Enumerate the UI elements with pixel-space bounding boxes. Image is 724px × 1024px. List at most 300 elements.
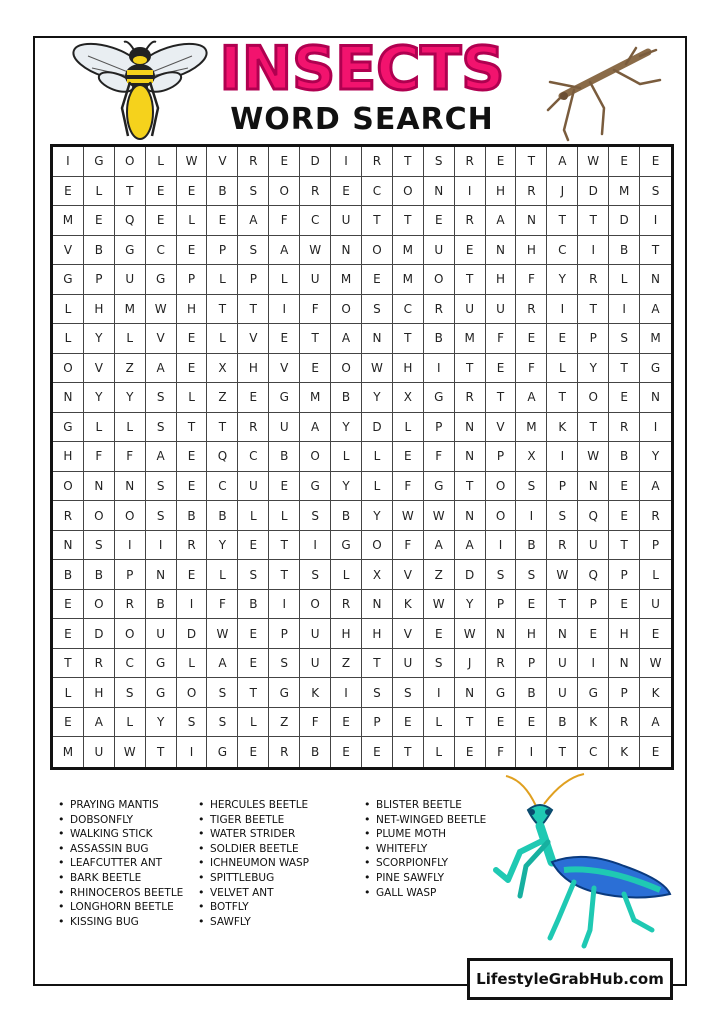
grid-cell: I [331, 147, 362, 177]
grid-cell: E [393, 442, 424, 472]
grid-cell: O [331, 354, 362, 384]
grid-cell: S [393, 678, 424, 708]
grid-cell: A [84, 708, 115, 738]
grid-cell: R [115, 590, 146, 620]
grid-cell: T [578, 413, 609, 443]
grid-cell: B [516, 531, 547, 561]
grid-cell: M [53, 206, 84, 236]
grid-cell: L [84, 413, 115, 443]
grid-cell: D [300, 147, 331, 177]
grid-cell: R [609, 708, 640, 738]
grid-cell: L [177, 383, 208, 413]
grid-cell: P [578, 590, 609, 620]
grid-cell: U [393, 649, 424, 679]
grid-cell: P [84, 265, 115, 295]
grid-cell: S [362, 295, 393, 325]
grid-cell: N [640, 265, 671, 295]
grid-cell: I [424, 354, 455, 384]
grid-cell: F [269, 206, 300, 236]
grid-cell: R [609, 413, 640, 443]
grid-cell: R [238, 147, 269, 177]
grid-cell: A [300, 413, 331, 443]
word-list-item: • KISSING BUG [56, 915, 183, 930]
grid-cell: R [177, 531, 208, 561]
grid-cell: G [269, 678, 300, 708]
grid-cell: R [424, 295, 455, 325]
grid-cell: D [578, 177, 609, 207]
grid-cell: E [578, 619, 609, 649]
grid-cell: C [300, 206, 331, 236]
grid-cell: A [424, 531, 455, 561]
grid-cell: V [393, 560, 424, 590]
grid-cell: L [146, 147, 177, 177]
grid-cell: O [362, 531, 393, 561]
grid-cell: A [146, 354, 177, 384]
grid-cell: D [84, 619, 115, 649]
grid-cell: I [331, 678, 362, 708]
grid-cell: G [146, 678, 177, 708]
grid-cell: Y [331, 413, 362, 443]
grid-cell: Z [331, 649, 362, 679]
grid-cell: T [547, 590, 578, 620]
grid-cell: S [238, 177, 269, 207]
grid-cell: E [609, 501, 640, 531]
grid-cell: S [609, 324, 640, 354]
grid-cell: S [300, 501, 331, 531]
grid-cell: E [516, 708, 547, 738]
grid-cell: F [486, 324, 517, 354]
grid-cell: H [331, 619, 362, 649]
grid-cell: R [578, 265, 609, 295]
grid-cell: L [207, 265, 238, 295]
grid-cell: I [609, 295, 640, 325]
grid-cell: R [455, 147, 486, 177]
grid-cell: Y [455, 590, 486, 620]
grid-cell: K [640, 678, 671, 708]
grid-cell: L [84, 177, 115, 207]
grid-cell: G [84, 147, 115, 177]
grid-cell: G [53, 265, 84, 295]
grid-cell: S [84, 531, 115, 561]
word-list-column-1 [56, 798, 183, 929]
grid-cell: G [486, 678, 517, 708]
grid-cell: E [177, 560, 208, 590]
grid-cell: E [362, 265, 393, 295]
grid-cell: V [486, 413, 517, 443]
grid-cell: O [362, 236, 393, 266]
grid-cell: H [486, 265, 517, 295]
grid-cell: I [53, 147, 84, 177]
grid-cell: B [207, 177, 238, 207]
grid-cell: I [640, 206, 671, 236]
word-list-item: • PLUME MOTH [362, 827, 486, 842]
grid-cell: J [547, 177, 578, 207]
grid-cell: O [269, 177, 300, 207]
grid-cell: N [331, 236, 362, 266]
grid-cell: Z [269, 708, 300, 738]
grid-cell: L [177, 649, 208, 679]
word-list-item: • WHITEFLY [362, 842, 486, 857]
grid-cell: U [269, 413, 300, 443]
grid-cell: L [53, 324, 84, 354]
page-title: INSECTS [219, 34, 505, 104]
grid-cell: M [393, 236, 424, 266]
grid-cell: I [269, 295, 300, 325]
grid-cell: E [455, 236, 486, 266]
grid-cell: X [393, 383, 424, 413]
grid-cell: E [424, 619, 455, 649]
grid-cell: O [115, 619, 146, 649]
grid-cell: T [238, 678, 269, 708]
grid-cell: N [455, 413, 486, 443]
grid-cell: O [393, 177, 424, 207]
grid-cell: G [424, 472, 455, 502]
grid-cell: O [486, 501, 517, 531]
grid-cell: T [455, 708, 486, 738]
grid-cell: A [486, 206, 517, 236]
grid-cell: U [300, 619, 331, 649]
grid-cell: U [486, 295, 517, 325]
grid-cell: G [424, 383, 455, 413]
grid-cell: A [207, 649, 238, 679]
grid-cell: A [146, 442, 177, 472]
grid-cell: D [609, 206, 640, 236]
grid-cell: S [640, 177, 671, 207]
grid-cell: V [146, 324, 177, 354]
grid-cell: T [146, 737, 177, 767]
grid-cell: V [238, 324, 269, 354]
grid-cell: S [300, 560, 331, 590]
grid-cell: E [331, 177, 362, 207]
grid-cell: H [84, 295, 115, 325]
grid-cell: L [115, 324, 146, 354]
grid-cell: E [146, 177, 177, 207]
grid-cell: B [84, 236, 115, 266]
grid-cell: B [146, 590, 177, 620]
grid-cell: L [331, 560, 362, 590]
grid-cell: O [84, 501, 115, 531]
word-list-item: • HERCULES BEETLE [196, 798, 309, 813]
grid-cell: V [393, 619, 424, 649]
grid-cell: A [269, 236, 300, 266]
grid-cell: M [455, 324, 486, 354]
word-list-item: • SOLDIER BEETLE [196, 842, 309, 857]
grid-cell: G [300, 472, 331, 502]
grid-cell: S [177, 708, 208, 738]
grid-cell: E [393, 708, 424, 738]
grid-cell: E [238, 383, 269, 413]
grid-cell: U [300, 265, 331, 295]
grid-cell: E [177, 177, 208, 207]
grid-cell: P [238, 265, 269, 295]
grid-cell: L [331, 442, 362, 472]
grid-cell: E [455, 737, 486, 767]
grid-cell: E [640, 619, 671, 649]
grid-cell: I [300, 531, 331, 561]
grid-cell: Y [331, 472, 362, 502]
grid-cell: T [53, 649, 84, 679]
grid-cell: B [424, 324, 455, 354]
grid-cell: A [331, 324, 362, 354]
grid-cell: O [115, 501, 146, 531]
word-list-item: • SAWFLY [196, 915, 309, 930]
word-list-item: • BLISTER BEETLE [362, 798, 486, 813]
grid-cell: N [640, 383, 671, 413]
grid-cell: E [146, 206, 177, 236]
grid-cell: U [547, 678, 578, 708]
grid-cell: D [177, 619, 208, 649]
grid-cell: B [53, 560, 84, 590]
grid-cell: I [177, 590, 208, 620]
grid-cell: L [238, 501, 269, 531]
grid-cell: E [177, 236, 208, 266]
grid-cell: O [300, 590, 331, 620]
grid-cell: O [578, 383, 609, 413]
grid-cell: F [300, 708, 331, 738]
grid-cell: G [53, 413, 84, 443]
grid-cell: O [84, 590, 115, 620]
grid-cell: T [578, 206, 609, 236]
grid-cell: L [362, 472, 393, 502]
grid-cell: S [207, 708, 238, 738]
grid-cell: U [578, 531, 609, 561]
grid-cell: P [269, 619, 300, 649]
grid-cell: Y [146, 708, 177, 738]
grid-cell: S [362, 678, 393, 708]
grid-cell: Q [207, 442, 238, 472]
grid-cell: A [238, 206, 269, 236]
grid-cell: P [640, 531, 671, 561]
grid-cell: T [362, 206, 393, 236]
grid-cell: E [516, 590, 547, 620]
grid-cell: W [115, 737, 146, 767]
grid-cell: N [486, 619, 517, 649]
grid-cell: N [455, 442, 486, 472]
grid-cell: A [640, 708, 671, 738]
word-list-item: • DOBSONFLY [56, 813, 183, 828]
grid-cell: W [578, 147, 609, 177]
grid-cell: R [238, 413, 269, 443]
grid-cell: R [455, 206, 486, 236]
word-search-grid [50, 144, 674, 770]
grid-cell: W [300, 236, 331, 266]
grid-cell: R [53, 501, 84, 531]
grid-cell: N [455, 678, 486, 708]
grid-cell: L [53, 295, 84, 325]
grid-cell: E [84, 206, 115, 236]
grid-cell: E [651, 745, 660, 760]
grid-cell: T [207, 295, 238, 325]
grid-cell: B [269, 442, 300, 472]
grid-cell: A [640, 295, 671, 325]
grid-cell: L [609, 265, 640, 295]
grid-cell: F [115, 442, 146, 472]
word-list-item: • GALL WASP [362, 886, 486, 901]
grid-cell: R [362, 147, 393, 177]
grid-cell: N [486, 236, 517, 266]
grid-cell: A [516, 383, 547, 413]
grid-cell: N [146, 560, 177, 590]
grid-cell: S [146, 472, 177, 502]
grid-cell: P [362, 708, 393, 738]
grid-cell: H [362, 619, 393, 649]
grid-cell: U [146, 619, 177, 649]
grid-cell: E [609, 472, 640, 502]
grid-cell: E [269, 472, 300, 502]
grid-cell: E [609, 383, 640, 413]
grid-cell: P [516, 649, 547, 679]
grid-cell: W [177, 147, 208, 177]
grid-cell: Y [362, 383, 393, 413]
grid-cell: Y [578, 354, 609, 384]
grid-cell: Y [115, 383, 146, 413]
grid-cell: R [331, 590, 362, 620]
grid-cell: T [269, 560, 300, 590]
grid-cell: E [269, 147, 300, 177]
grid-cell: W [146, 295, 177, 325]
grid-cell: S [115, 678, 146, 708]
grid-cell: L [115, 708, 146, 738]
grid-cell: F [393, 472, 424, 502]
grid-cell: M [393, 265, 424, 295]
grid-cell: O [486, 472, 517, 502]
grid-cell: S [146, 501, 177, 531]
grid-cell: O [300, 442, 331, 472]
grid-cell: R [84, 649, 115, 679]
grid-cell: W [547, 560, 578, 590]
grid-cell: T [362, 649, 393, 679]
grid-cell: I [516, 501, 547, 531]
grid-cell: M [640, 324, 671, 354]
grid-cell: T [547, 737, 578, 767]
grid-cell: X [362, 560, 393, 590]
word-list-item: • TIGER BEETLE [196, 813, 309, 828]
grid-cell: G [578, 678, 609, 708]
grid-cell: G [146, 649, 177, 679]
grid-cell: T [455, 472, 486, 502]
word-list-item: • LEAFCUTTER ANT [56, 856, 183, 871]
grid-cell: J [455, 649, 486, 679]
grid-cell: B [177, 501, 208, 531]
grid-cell: P [609, 678, 640, 708]
grid-cell: F [84, 442, 115, 472]
grid-cell: H [393, 354, 424, 384]
grid-cell: R [640, 501, 671, 531]
page-subtitle: WORD SEARCH [230, 102, 494, 137]
grid-cell: T [177, 413, 208, 443]
grid-cell: I [115, 531, 146, 561]
grid-cell: F [207, 590, 238, 620]
grid-cell: I [640, 413, 671, 443]
grid-cell: L [53, 678, 84, 708]
grid-cell: O [115, 147, 146, 177]
grid-cell: O [53, 472, 84, 502]
grid-cell: U [115, 265, 146, 295]
word-list-item: • BOTFLY [196, 900, 309, 915]
grid-cell: L [207, 560, 238, 590]
grid-cell: W [424, 590, 455, 620]
grid-cell: H [84, 678, 115, 708]
grid-cell: Q [578, 560, 609, 590]
grid-cell: X [207, 354, 238, 384]
grid-cell: P [609, 560, 640, 590]
grid-cell: U [331, 206, 362, 236]
grid-cell: G [640, 354, 671, 384]
grid-cell: T [393, 737, 424, 767]
grid-cell: Z [115, 354, 146, 384]
grid-cell: O [424, 265, 455, 295]
grid-cell: L [269, 265, 300, 295]
grid-cell: N [362, 324, 393, 354]
grid-cell: W [578, 442, 609, 472]
grid-cell: T [578, 295, 609, 325]
grid-cell: I [578, 236, 609, 266]
grid-cell: S [146, 413, 177, 443]
grid-cell: Z [424, 560, 455, 590]
grid-cell: T [393, 147, 424, 177]
grid-cell: L [640, 560, 671, 590]
grid-cell: E [486, 708, 517, 738]
word-list-column-3 [362, 798, 486, 900]
grid-cell: A [547, 147, 578, 177]
word-list-item: • VELVET ANT [196, 886, 309, 901]
grid-cell: S [516, 472, 547, 502]
grid-cell: Y [362, 501, 393, 531]
grid-cell: E [177, 442, 208, 472]
grid-cell: T [207, 413, 238, 443]
grid-cell: S [238, 236, 269, 266]
word-list-item: • PINE SAWFLY [362, 871, 486, 886]
grid-cell: S [547, 501, 578, 531]
grid-cell: P [486, 590, 517, 620]
grid-cell: U [455, 295, 486, 325]
grid-cell: H [486, 177, 517, 207]
grid-cell: K [300, 678, 331, 708]
grid-cell: G [269, 383, 300, 413]
grid-cell: N [609, 649, 640, 679]
grid-cell: T [547, 383, 578, 413]
grid-cell: R [547, 531, 578, 561]
grid-cell: L [238, 708, 269, 738]
grid-cell: U [300, 649, 331, 679]
grid-cell: D [362, 413, 393, 443]
grid-cell: L [424, 708, 455, 738]
grid-cell: B [331, 383, 362, 413]
grid-cell: F [486, 737, 517, 767]
grid-cell: Q [578, 501, 609, 531]
grid-cell: N [115, 472, 146, 502]
grid-cell: T [516, 147, 547, 177]
grid-cell: H [516, 236, 547, 266]
grid-cell: F [516, 265, 547, 295]
word-list-item: • ASSASSIN BUG [56, 842, 183, 857]
grid-cell: L [177, 206, 208, 236]
grid-cell: H [516, 619, 547, 649]
grid-cell: T [300, 324, 331, 354]
grid-cell: C [362, 177, 393, 207]
grid-cell: T [238, 295, 269, 325]
grid-cell: T [609, 531, 640, 561]
grid-cell: C [238, 442, 269, 472]
grid-cell: F [300, 295, 331, 325]
grid-cell: I [455, 177, 486, 207]
grid-cell: A [455, 531, 486, 561]
grid-cell: I [146, 531, 177, 561]
grid-cell: T [486, 383, 517, 413]
grid-cell: E [53, 619, 84, 649]
grid-cell: N [84, 472, 115, 502]
brand-label: LifestyleGrabHub.com [467, 958, 673, 1000]
